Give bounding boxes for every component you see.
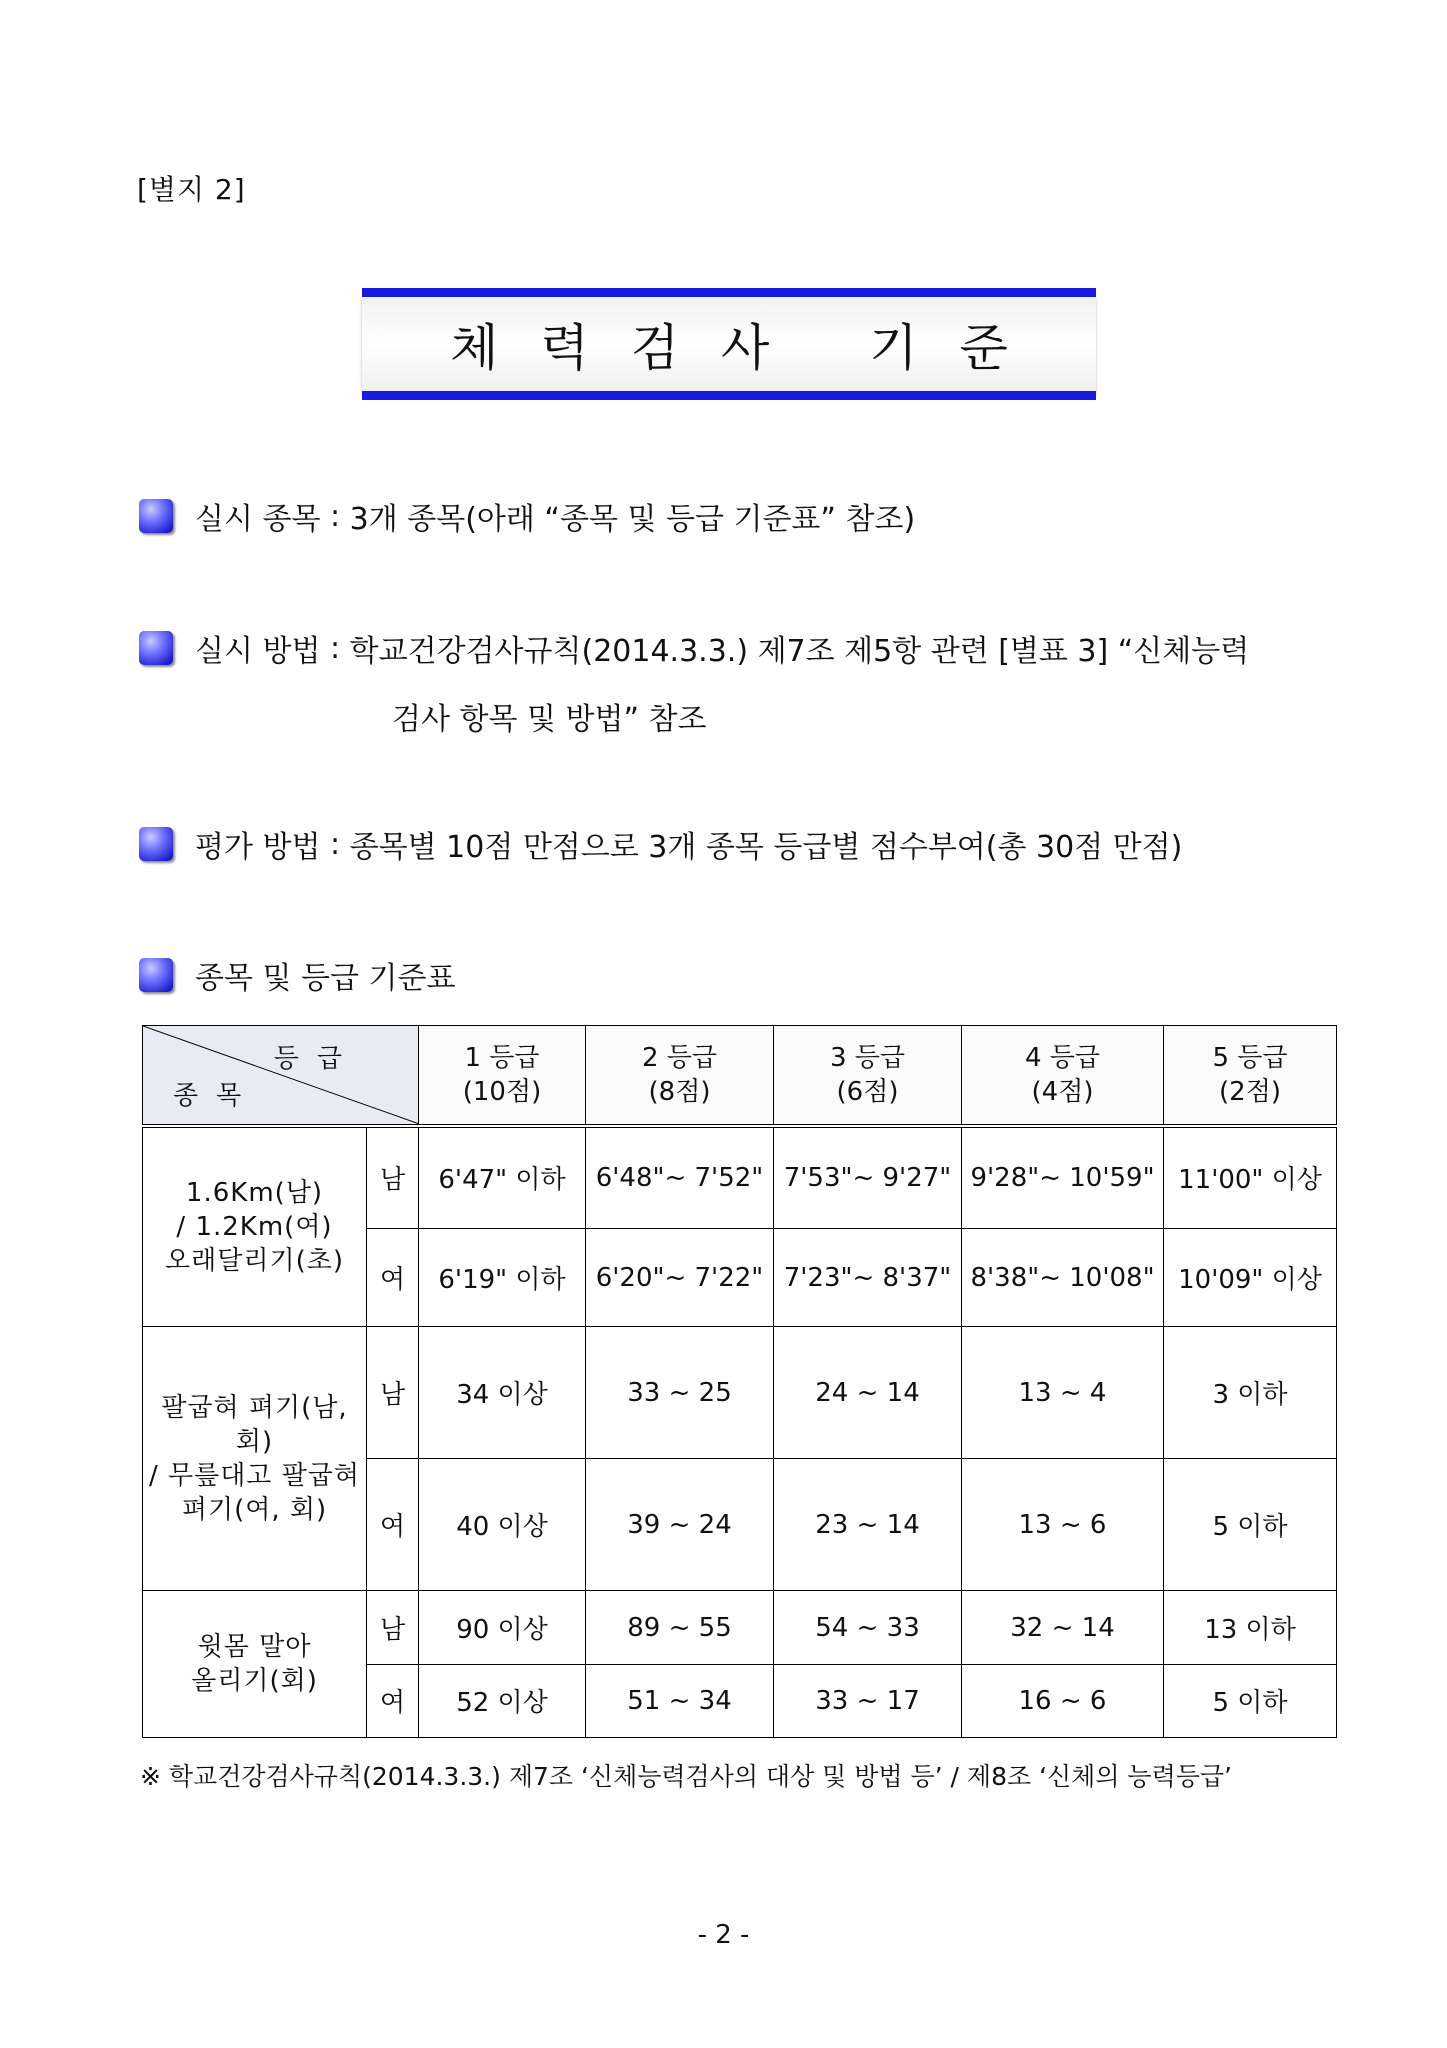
page-number: - 2 - <box>697 1920 750 1950</box>
page-title: 체력검사 기준 <box>450 319 1050 377</box>
item-separator: : <box>320 826 350 862</box>
item-text: 학교건강검사규칙(2014.3.3.) 제7조 제5항 관련 [별표 3] “신체능력 <box>349 634 1250 669</box>
item-separator: : <box>320 630 350 666</box>
title-top-bar <box>362 288 1096 297</box>
value-cell: 33 ~ 25 <box>586 1327 774 1459</box>
grade-table <box>142 1025 1337 1738</box>
grade-header: 3 등급 (6점) <box>774 1026 962 1126</box>
item-label: 실시 종목 <box>195 502 321 537</box>
table-header-row <box>143 1026 1337 1126</box>
corner-grade-label: 등급 <box>273 1044 360 1074</box>
item-events <box>139 494 915 538</box>
item-method-continuation: 검사 항목 및 방법” 참조 <box>392 702 707 737</box>
item-text: 3개 종목(아래 “종목 및 등급 기준표” 참조) <box>349 502 916 537</box>
footnote: ※ 학교건강검사규칙(2014.3.3.) 제7조 ‘신체능력검사의 대상 및 방법 등’ / 제8조 ‘신체의 능력등급’ <box>140 1762 1232 1791</box>
event-name-cell: 팔굽혀 펴기(남,회) / 무릎대고 팔굽혀 펴기(여, 회) <box>143 1327 367 1591</box>
value-cell: 13 이하 <box>1164 1591 1337 1664</box>
page-tag: [별지 2] <box>137 173 246 206</box>
square-bullet-icon <box>139 827 173 861</box>
table-row <box>143 1591 1337 1664</box>
item-label: 평가 방법 <box>195 830 321 865</box>
grade-header: 2 등급 (8점) <box>586 1026 774 1126</box>
item-label: 실시 방법 <box>195 634 321 669</box>
event-name-cell: 1.6Km(남) / 1.2Km(여) 오래달리기(초) <box>143 1126 367 1327</box>
value-cell: 11'00" 이상 <box>1164 1126 1337 1229</box>
event-name-cell: 윗몸 말아 올리기(회) <box>143 1591 367 1738</box>
corner-event-label: 종목 <box>173 1080 260 1111</box>
item-label: 종목 및 등급 기준표 <box>195 961 456 996</box>
sex-cell: 남 <box>367 1126 419 1229</box>
item-text: 종목별 10점 만점으로 3개 종목 등급별 점수부여(총 30점 만점) <box>349 830 1183 865</box>
value-cell: 40 이상 <box>419 1459 586 1591</box>
square-bullet-icon <box>139 631 173 665</box>
sex-cell: 여 <box>367 1459 419 1591</box>
value-cell: 9'28"~ 10'59" <box>962 1126 1164 1229</box>
title-box <box>362 288 1096 400</box>
value-cell: 51 ~ 34 <box>586 1664 774 1737</box>
item-evaluation <box>139 822 1182 866</box>
value-cell: 34 이상 <box>419 1327 586 1459</box>
value-cell: 52 이상 <box>419 1664 586 1737</box>
square-bullet-icon <box>139 958 173 992</box>
sex-cell: 남 <box>367 1327 419 1459</box>
value-cell: 90 이상 <box>419 1591 586 1664</box>
value-cell: 13 ~ 6 <box>962 1459 1164 1591</box>
grade-header: 1 등급 (10점) <box>419 1026 586 1126</box>
value-cell: 3 이하 <box>1164 1327 1337 1459</box>
table-row <box>143 1327 1337 1459</box>
grade-header: 5 등급 (2점) <box>1164 1026 1337 1126</box>
item-separator: : <box>320 498 350 534</box>
value-cell: 89 ~ 55 <box>586 1591 774 1664</box>
value-cell: 6'19" 이하 <box>419 1228 586 1327</box>
value-cell: 13 ~ 4 <box>962 1327 1164 1459</box>
sex-cell: 여 <box>367 1664 419 1737</box>
value-cell: 6'47" 이하 <box>419 1126 586 1229</box>
item-table-heading <box>139 953 455 997</box>
value-cell: 23 ~ 14 <box>774 1459 962 1591</box>
value-cell: 24 ~ 14 <box>774 1327 962 1459</box>
value-cell: 8'38"~ 10'08" <box>962 1228 1164 1327</box>
value-cell: 39 ~ 24 <box>586 1459 774 1591</box>
item-method <box>139 626 1249 670</box>
sex-cell: 남 <box>367 1591 419 1664</box>
value-cell: 6'20"~ 7'22" <box>586 1228 774 1327</box>
value-cell: 5 이하 <box>1164 1459 1337 1591</box>
value-cell: 54 ~ 33 <box>774 1591 962 1664</box>
value-cell: 16 ~ 6 <box>962 1664 1164 1737</box>
value-cell: 7'53"~ 9'27" <box>774 1126 962 1229</box>
value-cell: 32 ~ 14 <box>962 1591 1164 1664</box>
value-cell: 10'09" 이상 <box>1164 1228 1337 1327</box>
table-row <box>143 1126 1337 1229</box>
value-cell: 33 ~ 17 <box>774 1664 962 1737</box>
value-cell: 5 이하 <box>1164 1664 1337 1737</box>
sex-cell: 여 <box>367 1228 419 1327</box>
value-cell: 7'23"~ 8'37" <box>774 1228 962 1327</box>
corner-cell <box>143 1026 419 1126</box>
value-cell: 6'48"~ 7'52" <box>586 1126 774 1229</box>
square-bullet-icon <box>139 499 173 533</box>
title-bottom-bar <box>362 391 1096 400</box>
grade-header: 4 등급 (4점) <box>962 1026 1164 1126</box>
